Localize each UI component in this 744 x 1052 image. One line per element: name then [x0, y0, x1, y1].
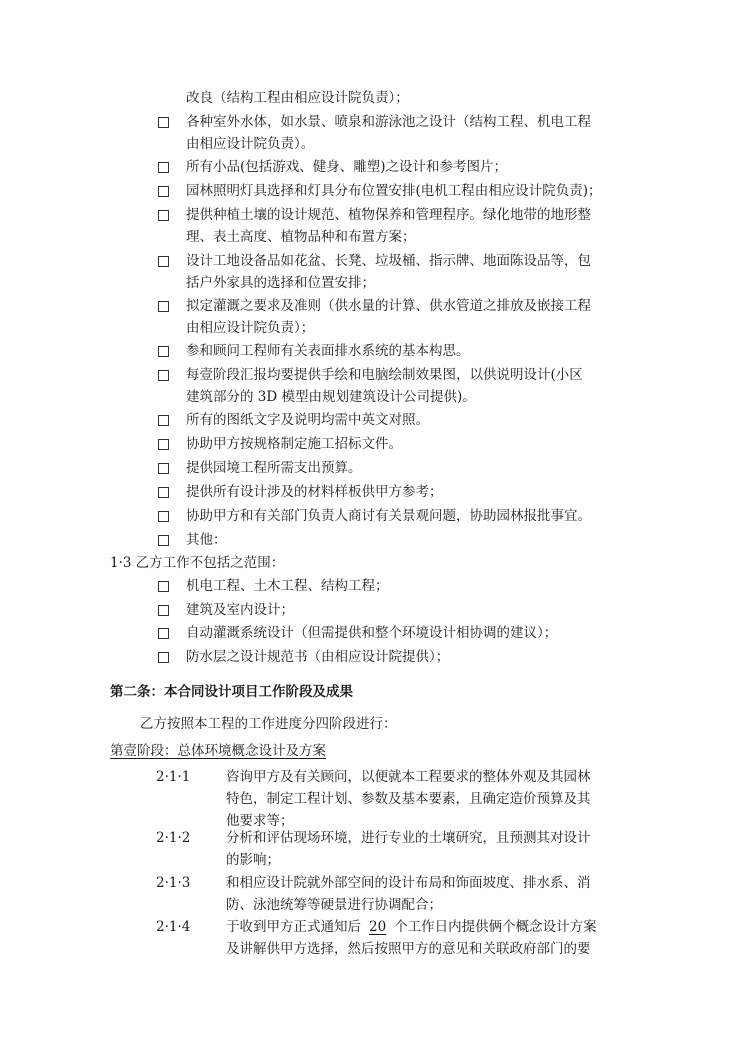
checkbox[interactable]	[158, 581, 169, 592]
item-text: 他要求等；	[226, 813, 294, 829]
item-number: 2·1·1	[156, 769, 191, 785]
days-value: 20	[369, 919, 387, 935]
checklist-item-text: 所有的图纸文字及说明均需中英文对照。	[186, 412, 429, 428]
checklist-item-text: 提供所有设计涉及的材料样板供甲方参考；	[186, 484, 443, 500]
checklist-item-text: 协助甲方和有关部门负责人商讨有关景观问题，协助园林报批事宜。	[186, 508, 591, 524]
item-text: 分析和评估现场环境，进行专业的土壤研究，且预测其对设计	[226, 830, 591, 846]
checklist-item-text: 参和顾问工程师有关表面排水系统的基本构思。	[186, 343, 470, 359]
item-text-part: 个工作日内提供俩个概念设计方案	[394, 919, 597, 935]
intro-line: 改良（结构工程由相应设计院负责）；	[186, 90, 409, 106]
checkbox[interactable]	[158, 117, 169, 128]
checklist-item-text: 由相应设计院负责）；	[186, 320, 315, 336]
checklist-item-text: 理、表土高度、植物品种和布置方案；	[186, 229, 416, 245]
item-number: 2·1·3	[156, 875, 191, 891]
checklist-item-text: 提供园境工程所需支出预算。	[186, 460, 362, 476]
item-text: 及讲解供甲方选择，然后按照甲方的意见和关联政府部门的要	[226, 941, 591, 957]
checklist-item-text: 每壹阶段汇报均要提供手绘和电脑绘制效果图，以供说明设计(小区	[186, 367, 583, 383]
checkbox[interactable]	[158, 370, 169, 381]
checklist-item-text: 拟定灌溉之要求及准则（供水量的计算、供水管道之排放及嵌接工程	[186, 298, 591, 314]
checklist-item-text: 自动灌溉系统设计（但需提供和整个环境设计相协调的建议）；	[186, 625, 558, 641]
stage-title: 第壹阶段：总体环境概念设计及方案	[110, 743, 326, 759]
article-title: 第二条：本合同设计项目工作阶段及成果	[110, 684, 353, 700]
checklist-item-text: 设计工地设备品如花盆、长凳、垃圾桶、指示牌、地面陈设品等，包	[186, 253, 591, 269]
item-text: 和相应设计院就外部空间的设计布局和饰面坡度、排水系、消	[226, 875, 591, 891]
checkbox[interactable]	[158, 186, 169, 197]
item-text: 咨询甲方及有关顾问，以便就本工程要求的整体外观及其园林	[226, 769, 591, 785]
checkbox[interactable]	[158, 210, 169, 221]
checklist-item-text: 协助甲方按规格制定施工招标文件。	[186, 436, 402, 452]
checklist-item-text: 提供种植土壤的设计规范、植物保养和管理程序。绿化地带的地形整	[186, 207, 591, 223]
checklist-item-text: 其他：	[186, 532, 227, 548]
checkbox[interactable]	[158, 511, 169, 522]
item-text	[226, 917, 597, 937]
checkbox[interactable]	[158, 463, 169, 474]
checklist-item-text: 括户外家具的选择和位置安排；	[186, 275, 375, 291]
item-text: 防、泳池统筹等硬景进行协调配合；	[226, 897, 442, 913]
checkbox[interactable]	[158, 487, 169, 498]
checklist-item-text: 建筑部分的 3D 模型由规划建筑设计公司提供)。	[186, 389, 476, 405]
checklist-item-text: 各种室外水体，如水景、喷泉和游泳池之设计（结构工程、机电工程	[186, 114, 591, 130]
checklist-item-text: 防水层之设计规范书（由相应设计院提供）；	[186, 649, 450, 665]
checklist-item-text: 所有小品(包括游戏、健身、雕塑)之设计和参考图片；	[186, 159, 508, 175]
checklist-item-text: 园林照明灯具选择和灯具分布位置安排(电机工程由相应设计院负责)；	[186, 183, 602, 199]
checkbox[interactable]	[158, 256, 169, 267]
checkbox[interactable]	[158, 535, 169, 546]
checkbox[interactable]	[158, 628, 169, 639]
checkbox[interactable]	[158, 652, 169, 663]
checkbox[interactable]	[158, 301, 169, 312]
section-heading: 1·3 乙方工作不包括之范围：	[110, 555, 285, 571]
item-number: 2·1·2	[156, 830, 191, 846]
item-text: 的影响；	[226, 852, 280, 868]
checkbox[interactable]	[158, 605, 169, 616]
checklist-item-text: 由相应设计院负责）。	[186, 136, 315, 152]
checklist-item-text: 机电工程、土木工程、结构工程；	[186, 578, 389, 594]
checkbox[interactable]	[158, 415, 169, 426]
item-text-part: 于收到甲方正式通知后	[226, 919, 361, 935]
checkbox[interactable]	[158, 162, 169, 173]
item-number: 2·1·4	[156, 919, 191, 935]
item-text: 特色，制定工程计划、参数及基本要素，且确定造价预算及其	[226, 791, 591, 807]
checkbox[interactable]	[158, 439, 169, 450]
checklist-item-text: 建筑及室内设计；	[186, 602, 294, 618]
checkbox[interactable]	[158, 346, 169, 357]
article-intro: 乙方按照本工程的工作进度分四阶段进行：	[140, 716, 397, 732]
